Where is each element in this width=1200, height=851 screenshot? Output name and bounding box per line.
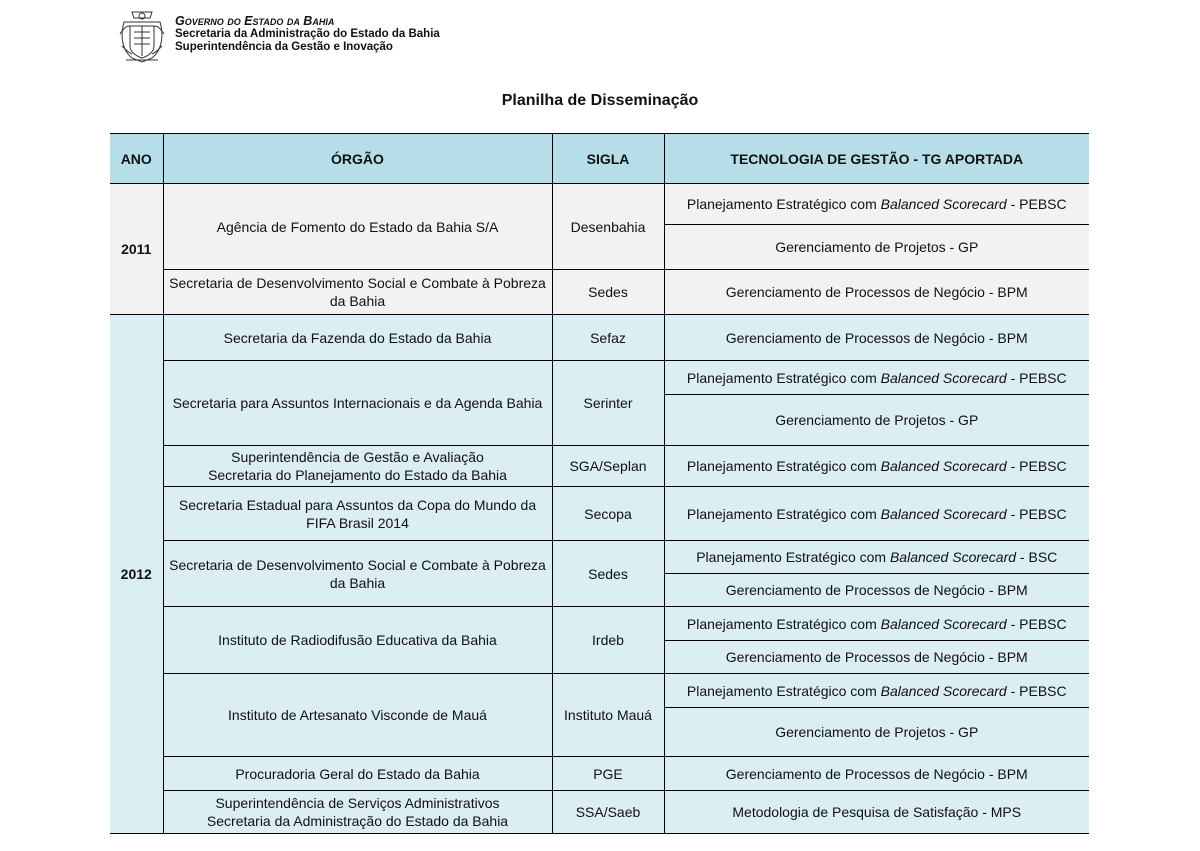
table-row bbox=[110, 607, 1089, 641]
tg-cell: Gerenciamento de Projetos - GP bbox=[664, 225, 1089, 270]
sigla-cell: SSA/Saeb bbox=[552, 791, 664, 834]
bahia-coat-of-arms-icon bbox=[118, 6, 166, 64]
tg-cell: Gerenciamento de Processos de Negócio - BPM bbox=[664, 270, 1089, 315]
orgao-cell: Instituto de Radiodifusão Educativa da Bahia bbox=[163, 607, 552, 674]
tg-cell: Planejamento Estratégico com Balanced Scorecard - PEBSC bbox=[664, 361, 1089, 395]
tg-cell: Gerenciamento de Processos de Negócio - BPM bbox=[664, 641, 1089, 674]
tg-cell: Gerenciamento de Projetos - GP bbox=[664, 395, 1089, 446]
table-row bbox=[110, 270, 1089, 315]
orgao-cell: Secretaria da Fazenda do Estado da Bahia bbox=[163, 315, 552, 361]
column-header-sigla: SIGLA bbox=[552, 134, 664, 184]
page-title: Planilha de Disseminação bbox=[501, 92, 699, 109]
table-row bbox=[110, 315, 1089, 361]
orgao-cell: Secretaria de Desenvolvimento Social e Combate à Pobreza da Bahia bbox=[163, 270, 552, 315]
tg-cell: Planejamento Estratégico com Balanced Scorecard - PEBSC bbox=[664, 446, 1089, 487]
tg-cell: Planejamento Estratégico com Balanced Scorecard - PEBSC bbox=[664, 184, 1089, 225]
orgao-cell: Superintendência de Serviços Administrativos Secretaria da Administração do Estado da Bahia bbox=[163, 791, 552, 834]
table-row bbox=[110, 446, 1089, 487]
tg-cell: Gerenciamento de Processos de Negócio - BPM bbox=[664, 315, 1089, 361]
secretariat-name: Secretaria da Administração do Estado da Bahia bbox=[175, 28, 440, 40]
sigla-cell: Sedes bbox=[552, 270, 664, 315]
tg-cell: Gerenciamento de Projetos - GP bbox=[664, 708, 1089, 757]
tg-cell: Planejamento Estratégico com Balanced Scorecard - BSC bbox=[664, 541, 1089, 574]
sigla-cell: Sefaz bbox=[552, 315, 664, 361]
government-name: Governo do Estado da Bahia bbox=[175, 14, 335, 28]
tg-cell: Planejamento Estratégico com Balanced Scorecard - PEBSC bbox=[664, 487, 1089, 541]
sigla-cell: Sedes bbox=[552, 541, 664, 607]
tg-cell: Planejamento Estratégico com Balanced Scorecard - PEBSC bbox=[664, 607, 1089, 641]
sigla-cell: Irdeb bbox=[552, 607, 664, 674]
year-cell: 2012 bbox=[110, 315, 163, 834]
tg-cell: Gerenciamento de Processos de Negócio - BPM bbox=[664, 574, 1089, 607]
orgao-cell: Procuradoria Geral do Estado da Bahia bbox=[163, 757, 552, 791]
orgao-cell: Agência de Fomento do Estado da Bahia S/A bbox=[163, 184, 552, 270]
tg-cell: Metodologia de Pesquisa de Satisfação - MPS bbox=[664, 791, 1089, 834]
table-row bbox=[110, 361, 1089, 395]
table-row bbox=[110, 674, 1089, 708]
column-header-orgao: ÓRGÃO bbox=[163, 134, 552, 184]
dissemination-table bbox=[110, 133, 1089, 834]
superintendence-name: Superintendência da Gestão e Inovação bbox=[175, 41, 393, 53]
sigla-cell: Secopa bbox=[552, 487, 664, 541]
table-row bbox=[110, 184, 1089, 225]
sigla-cell: Instituto Mauá bbox=[552, 674, 664, 757]
table-row bbox=[110, 487, 1089, 541]
sigla-cell: Desenbahia bbox=[552, 184, 664, 270]
tg-cell: Planejamento Estratégico com Balanced Scorecard - PEBSC bbox=[664, 674, 1089, 708]
table-header-row bbox=[110, 134, 1089, 184]
orgao-cell: Secretaria Estadual para Assuntos da Copa do Mundo da FIFA Brasil 2014 bbox=[163, 487, 552, 541]
sigla-cell: PGE bbox=[552, 757, 664, 791]
orgao-cell: Secretaria para Assuntos Internacionais e da Agenda Bahia bbox=[163, 361, 552, 446]
orgao-cell: Instituto de Artesanato Visconde de Mauá bbox=[163, 674, 552, 757]
table-row bbox=[110, 757, 1089, 791]
table-row bbox=[110, 541, 1089, 574]
sigla-cell: Serinter bbox=[552, 361, 664, 446]
column-header-tg: TECNOLOGIA DE GESTÃO - TG APORTADA bbox=[664, 134, 1089, 184]
orgao-cell: Superintendência de Gestão e Avaliação Secretaria do Planejamento do Estado da Bahia bbox=[163, 446, 552, 487]
sigla-cell: SGA/Seplan bbox=[552, 446, 664, 487]
orgao-cell: Secretaria de Desenvolvimento Social e Combate à Pobreza da Bahia bbox=[163, 541, 552, 607]
year-cell: 2011 bbox=[110, 184, 163, 315]
column-header-ano: ANO bbox=[110, 134, 163, 184]
table-row bbox=[110, 791, 1089, 834]
tg-cell: Gerenciamento de Processos de Negócio - BPM bbox=[664, 757, 1089, 791]
